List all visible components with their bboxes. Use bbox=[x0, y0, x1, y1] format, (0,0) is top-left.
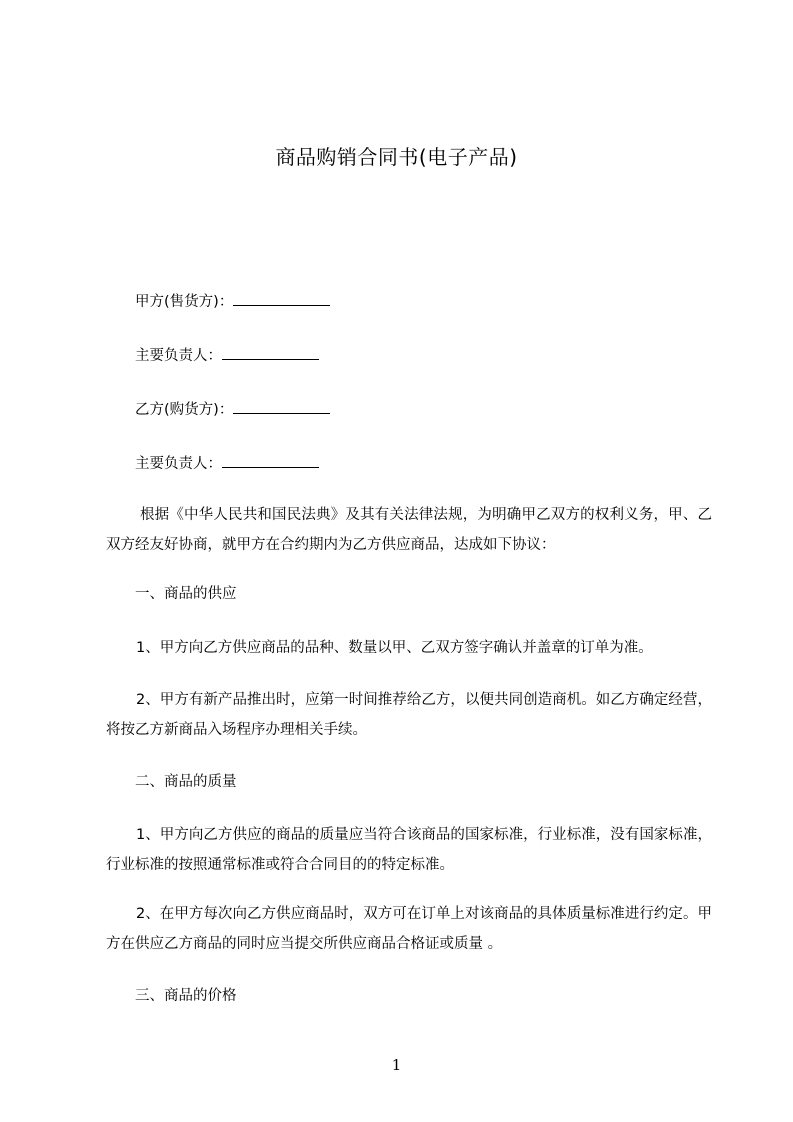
section1-item2: 2、甲方有新产品推出时，应第一时间推荐给乙方，以便共同创造商机。如乙方确定经营，将按乙方新商品入场程序办理相关手续。 bbox=[106, 692, 712, 738]
buyer-label: 乙方(购货方)： bbox=[135, 402, 234, 418]
preamble-paragraph: 根据《中华人民共和国民法典》及其有关法律法规，为明确甲乙双方的权利义务，甲、乙双方经友好协商，就甲方在合约期内为乙方供应商品，达成如下协议： bbox=[106, 507, 712, 553]
seller-manager-blank-line bbox=[222, 345, 319, 360]
document-title: 商品购销合同书(电子产品) bbox=[275, 145, 518, 169]
seller-label: 甲方(售货方)： bbox=[135, 294, 234, 310]
section1-item1: 1、甲方向乙方供应商品的品种、数量以甲、乙双方签字确认并盖章的订单为准。 bbox=[136, 640, 653, 656]
section2-item1: 1、甲方向乙方供应的商品的质量应当符合该商品的国家标准，行业标准，没有国家标准，行业标准的按照通常标准或符合合同目的的特定标准。 bbox=[106, 827, 712, 873]
buyer-manager-label: 主要负责人： bbox=[135, 456, 222, 472]
seller-manager-field bbox=[135, 345, 319, 366]
section3-heading: 三、商品的价格 bbox=[135, 988, 237, 1004]
seller-manager-label: 主要负责人： bbox=[135, 348, 222, 364]
buyer-manager-field bbox=[135, 453, 319, 474]
buyer-blank-line bbox=[233, 399, 330, 414]
buyer-manager-blank-line bbox=[222, 453, 319, 468]
page-number: 1 bbox=[391, 1056, 402, 1074]
section1-heading: 一、商品的供应 bbox=[135, 586, 237, 602]
seller-field bbox=[135, 291, 330, 312]
section2-heading: 二、商品的质量 bbox=[135, 774, 237, 790]
seller-blank-line bbox=[233, 291, 330, 306]
section2-item2: 2、在甲方每次向乙方供应商品时，双方可在订单上对该商品的具体质量标准进行约定。甲方在供应乙方商品的同时应当提交所供应商品合格证或质量 。 bbox=[106, 906, 712, 952]
buyer-field bbox=[135, 399, 330, 420]
